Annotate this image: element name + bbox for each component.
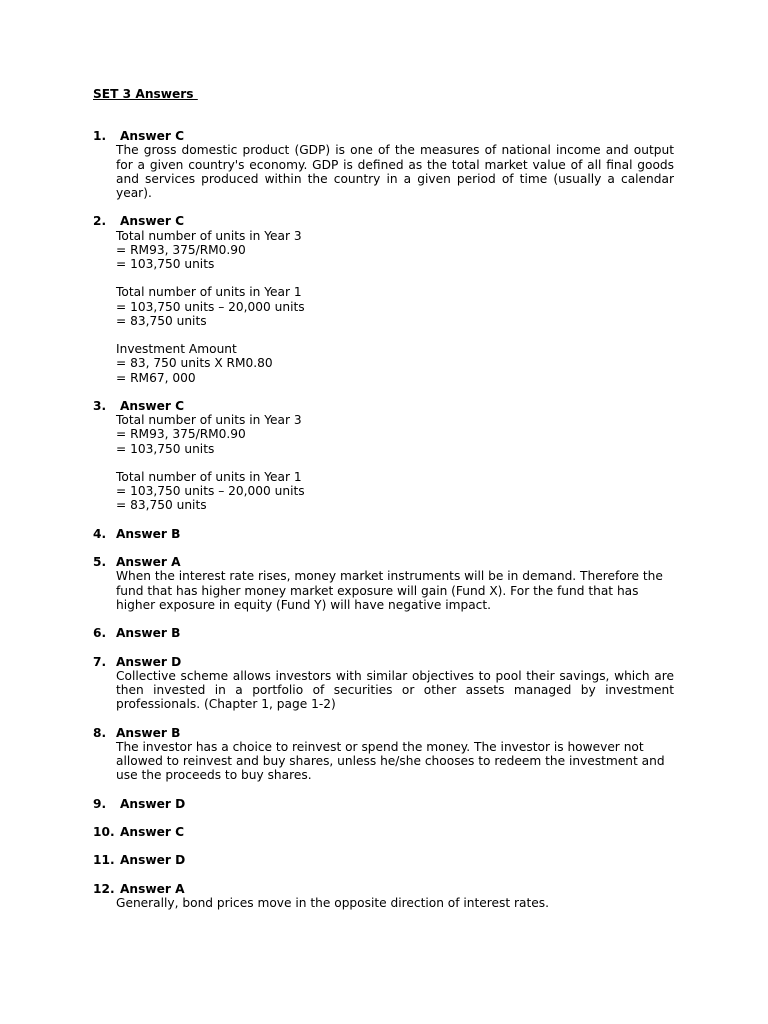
calculation-line: = RM67, 000: [116, 370, 196, 385]
answer-item-7: [93, 655, 674, 712]
answer-label: Answer A: [120, 881, 185, 896]
calculation-line: = 83,750 units: [116, 313, 207, 328]
answer-label: Answer A: [116, 555, 181, 570]
answer-item-5: [93, 555, 674, 612]
calculation-block: [116, 285, 674, 328]
answer-number: 5.: [93, 555, 107, 570]
answer-label: Answer B: [116, 725, 181, 740]
answer-number: 3.: [93, 399, 107, 413]
answer-item-2: [93, 214, 674, 384]
answer-label: Answer B: [116, 526, 181, 541]
calculation-line: = RM93, 375/RM0.90: [116, 427, 246, 442]
answer-number: 9.: [93, 796, 107, 811]
calculation-line: Investment Amount: [116, 342, 237, 357]
answer-number: 10.: [93, 824, 115, 839]
answer-item-3: [93, 399, 674, 513]
document-page: [93, 87, 674, 924]
calculation-line: = 103,750 units – 20,000 units: [116, 299, 305, 314]
calculation-block: [116, 413, 674, 456]
document-title: SET 3 Answers: [93, 87, 198, 101]
answer-number: 4.: [93, 526, 107, 541]
answer-item-4: [93, 527, 674, 541]
answer-explanation: The gross domestic product (GDP) is one of the measures of national income and output for a given country's economy. GDP is defined as the total market value of all final goods and services produced within the country in a given period of time (usually a calendar year).: [116, 143, 674, 201]
answer-number: 1.: [93, 129, 107, 144]
answer-number: 8.: [93, 725, 107, 740]
answer-item-6: [93, 626, 674, 640]
answer-number: 2.: [93, 214, 107, 229]
answer-number: 11.: [93, 853, 115, 868]
calculation-line: Total number of units in Year 1: [116, 285, 302, 300]
answer-label: Answer C: [120, 214, 185, 229]
calculation-line: = 103,750 units – 20,000 units: [116, 484, 305, 499]
calculation-block: [116, 342, 674, 385]
answer-number: 6.: [93, 626, 107, 641]
calculation-line: = 103,750 units: [116, 257, 215, 272]
answer-item-12: [93, 882, 674, 910]
calculation-line: = 103,750 units: [116, 441, 215, 456]
answer-label: Answer D: [116, 654, 182, 669]
answer-number: 7.: [93, 654, 107, 669]
calculation-line: Total number of units in Year 3: [116, 413, 302, 428]
answer-label: Answer B: [116, 626, 181, 641]
answer-item-9: [93, 797, 674, 811]
calculation-block: [116, 470, 674, 513]
answer-list: [93, 129, 674, 910]
calculation-line: = 83, 750 units X RM0.80: [116, 356, 273, 371]
answer-label: Answer C: [120, 824, 185, 839]
answer-explanation: Generally, bond prices move in the opposite direction of interest rates.: [116, 895, 550, 910]
calculation-line: = RM93, 375/RM0.90: [116, 242, 246, 257]
calculation-block: [116, 229, 674, 272]
answer-item-1: [93, 129, 674, 200]
answer-explanation: The investor has a choice to reinvest or spend the money. The investor is however not allowed to reinvest and buy shares, unless he/she chooses to redeem the investment and use the proceeds to buy shares.: [116, 739, 665, 783]
answer-explanation: Collective scheme allows investors with similar objectives to pool their savings, which are then invested in a portfolio of securities or other assets managed by investment professionals. (Chapter 1, page 1-2): [116, 668, 674, 712]
answer-item-11: [93, 853, 674, 867]
calculation-line: Total number of units in Year 3: [116, 228, 302, 243]
answer-number: 12.: [93, 881, 115, 896]
calculation-line: Total number of units in Year 1: [116, 470, 302, 484]
answer-label: Answer D: [120, 853, 186, 868]
calculation-line: = 83,750 units: [116, 498, 207, 513]
answer-explanation: When the interest rate rises, money market instruments will be in demand. Therefore the fund that has higher money market exposure will gain (Fund X). For the fund that has higher exposure in equity (Fund Y) will have negative impact.: [116, 569, 663, 612]
answer-item-10: [93, 825, 674, 839]
answer-label: Answer C: [120, 399, 185, 413]
answer-item-8: [93, 726, 674, 783]
answer-label: Answer C: [120, 129, 185, 144]
answer-label: Answer D: [120, 796, 186, 811]
